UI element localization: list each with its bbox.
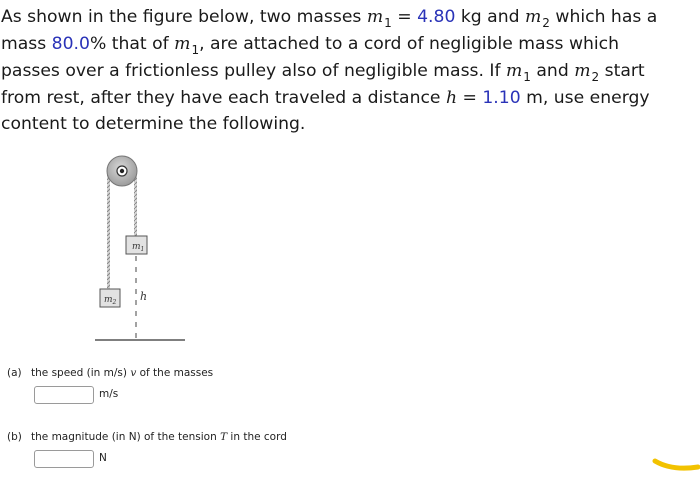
equals-sign: =	[391, 7, 418, 27]
height-label: h	[140, 290, 148, 303]
problem-text: , are attached to a cord of negligible mass which	[199, 34, 620, 54]
tension-symbol: T	[220, 431, 228, 443]
part-b-text: in the cord	[227, 431, 287, 443]
problem-line-2	[1, 31, 698, 58]
m1-value: 4.80	[417, 7, 456, 27]
pulley-axle-center	[120, 169, 124, 173]
part-a-letter: (a)	[7, 367, 22, 379]
m1-symbol: m	[366, 7, 384, 27]
problem-text: % that of	[89, 34, 175, 54]
speed-answer-input[interactable]	[34, 386, 94, 404]
speed-unit-label: m/s	[99, 388, 119, 400]
problem-line-1	[1, 4, 698, 31]
mass-m2-label: $m_2$	[104, 295, 117, 306]
part-a-text: of the masses	[136, 367, 214, 379]
speed-symbol: v	[130, 367, 137, 379]
percent-value: 80.0	[51, 34, 90, 54]
problem-text: passes over a frictionless pulley also of negligible mass. If	[1, 61, 506, 81]
m1-subscript: 1	[523, 70, 531, 84]
h-unit: m, use energy	[520, 88, 650, 108]
problem-text: As shown in the figure below, two masses	[1, 7, 367, 27]
problem-text: mass	[1, 34, 52, 54]
problem-line-3	[1, 58, 698, 85]
m1-subscript: 1	[384, 16, 392, 30]
highlighter-mark	[652, 455, 700, 475]
problem-line-4	[1, 85, 698, 111]
tension-answer-input[interactable]	[34, 450, 94, 468]
mass-m1-label: $m_1$	[132, 242, 145, 253]
part-a-question	[7, 367, 213, 379]
part-b-letter: (b)	[7, 431, 22, 443]
pulley-figure	[95, 148, 195, 348]
m1-symbol: m	[174, 34, 191, 54]
left-rope	[107, 172, 110, 289]
problem-text: and	[530, 61, 575, 81]
highlighter-stroke	[655, 461, 698, 468]
m2-symbol: m	[574, 61, 591, 81]
m1-unit: kg and	[455, 7, 525, 27]
tension-unit-label: N	[99, 452, 107, 464]
m1-symbol: m	[505, 61, 523, 81]
problem-text: from rest, after they have each traveled a distance	[1, 88, 446, 108]
problem-statement	[1, 4, 698, 137]
m2-subscript: 2	[591, 70, 600, 84]
part-b-question	[7, 431, 287, 443]
right-rope	[134, 172, 137, 237]
m1-subscript: 1	[191, 43, 200, 57]
equals-sign: =	[457, 88, 483, 108]
part-a-text: the speed (in m/s)	[31, 367, 131, 379]
problem-text: which has a	[549, 7, 658, 27]
problem-text: start	[599, 61, 645, 81]
m2-symbol: m	[524, 7, 542, 27]
problem-text: content to determine the following.	[1, 114, 306, 134]
m2-subscript: 2	[542, 16, 550, 30]
part-b-text: the magnitude (in N) of the tension	[31, 431, 221, 443]
h-value: 1.10	[482, 88, 521, 108]
problem-line-5	[1, 111, 698, 137]
h-symbol: h	[445, 88, 458, 108]
